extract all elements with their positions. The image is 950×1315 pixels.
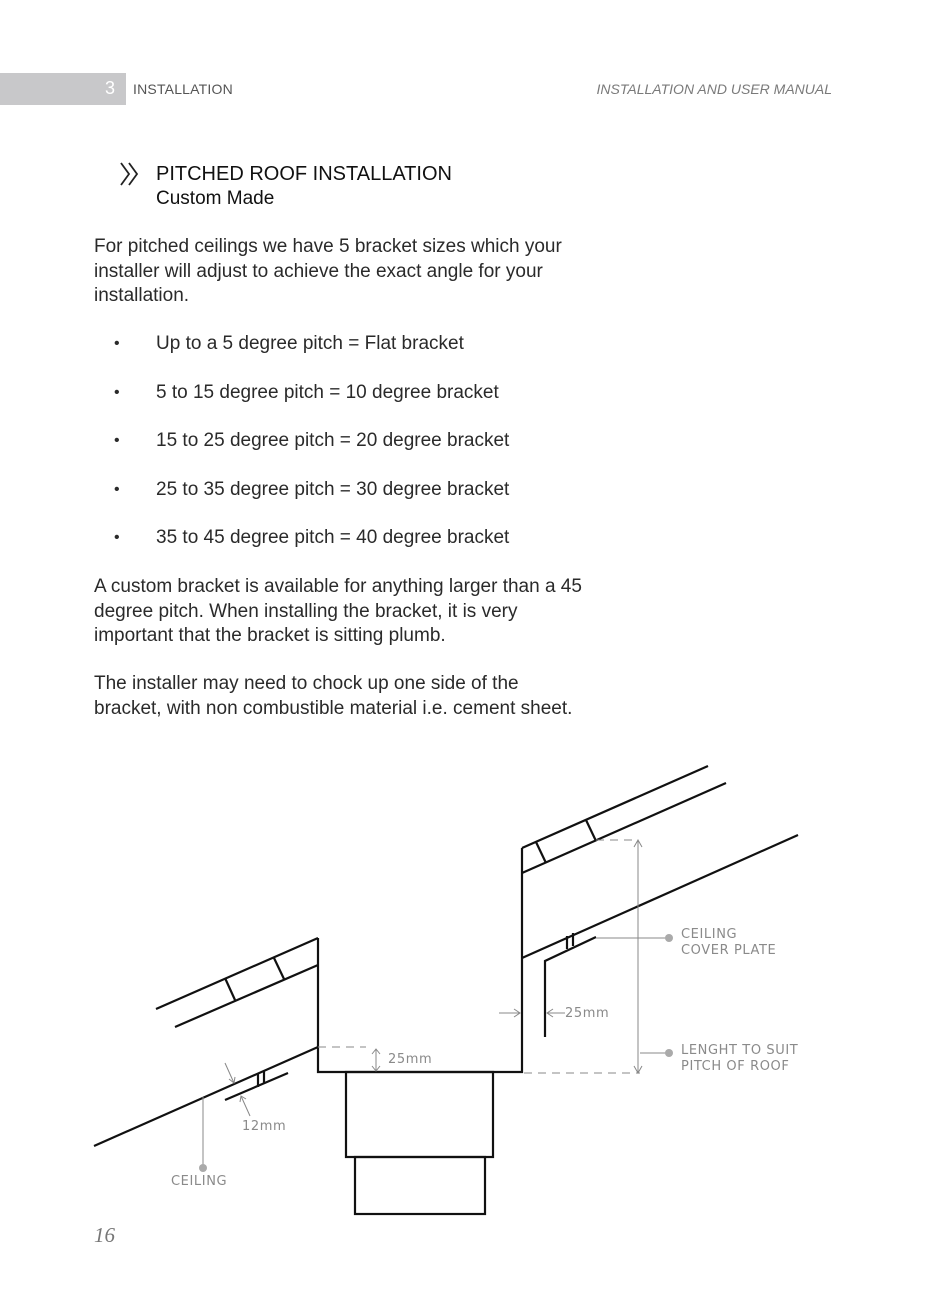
roof-line-upper-right bbox=[522, 766, 708, 848]
label-ceiling: CEILING bbox=[171, 1174, 228, 1189]
label-ceiling-cover-plate-2: COVER PLATE bbox=[681, 943, 777, 958]
roof-line-lower-left bbox=[175, 965, 318, 1027]
list-item-text: 15 to 25 degree pitch = 20 degree bracket bbox=[156, 430, 510, 451]
flue-pipe bbox=[355, 1157, 485, 1214]
double-chevron-right-icon bbox=[118, 160, 142, 188]
list-item-text: 35 to 45 degree pitch = 40 degree bracket bbox=[156, 527, 510, 548]
list-item-text: 5 to 15 degree pitch = 10 degree bracket bbox=[156, 381, 499, 403]
label-gap-side: 25mm bbox=[565, 1006, 610, 1021]
list-item: • 25 to 35 degree pitch = 30 degree bracket bbox=[114, 478, 510, 500]
flue-collar bbox=[346, 1072, 493, 1157]
label-length-1: LENGHT TO SUIT bbox=[681, 1043, 799, 1058]
custom-bracket-paragraph: A custom bracket is available for anything larger than a 45 degree pitch. When installing the bracket, it is very important that the bracket is sitting plumb. bbox=[94, 576, 582, 646]
page-title: PITCHED ROOF INSTALLATION bbox=[156, 163, 452, 185]
callout-dot-length bbox=[665, 1049, 673, 1057]
batten-left-1 bbox=[225, 978, 235, 1000]
list-item-text: 25 to 35 degree pitch = 30 degree bracket bbox=[156, 478, 510, 500]
label-length-2: PITCH OF ROOF bbox=[681, 1059, 790, 1074]
ceiling-line-right bbox=[522, 835, 798, 958]
list-item: • 35 to 45 degree pitch = 40 degree bracket bbox=[114, 527, 510, 548]
list-item: • 5 to 15 degree pitch = 10 degree bracket bbox=[114, 381, 499, 403]
roof-line-lower-right bbox=[522, 783, 726, 873]
flue-box bbox=[318, 848, 522, 1072]
callout-dot-cover-plate bbox=[665, 934, 673, 942]
page-number: 16 bbox=[94, 1223, 115, 1247]
page-subtitle: Custom Made bbox=[156, 188, 275, 209]
chapter-number: 3 bbox=[104, 78, 115, 98]
cover-plate-right bbox=[545, 937, 596, 1037]
list-item-text: Up to a 5 degree pitch = Flat bracket bbox=[156, 333, 464, 354]
roof-line-upper-left bbox=[156, 938, 318, 1009]
batten-right-2 bbox=[586, 820, 596, 841]
list-item: • Up to a 5 degree pitch = Flat bracket bbox=[114, 333, 464, 354]
label-gap-bottom: 25mm bbox=[388, 1052, 433, 1067]
section-title: INSTALLATION bbox=[133, 81, 233, 97]
chock-paragraph: The installer may need to chock up one side of the bracket, with non combustible material i.e. cement sheet. bbox=[94, 673, 573, 719]
callout-dot-ceiling bbox=[199, 1164, 207, 1172]
list-item: • 15 to 25 degree pitch = 20 degree bracket bbox=[114, 430, 510, 451]
bracket-size-list bbox=[94, 332, 509, 575]
batten-left-2 bbox=[274, 958, 284, 979]
label-gap-ceiling: 12mm bbox=[242, 1119, 287, 1134]
batten-right-1 bbox=[536, 842, 546, 863]
cover-plate-left bbox=[225, 1073, 288, 1100]
label-ceiling-cover-plate-1: CEILING bbox=[681, 927, 738, 942]
intro-paragraph: For pitched ceilings we have 5 bracket sizes which your installer will adjust to achieve the exact angle for your installation. bbox=[94, 236, 562, 306]
manual-title: INSTALLATION AND USER MANUAL bbox=[596, 81, 832, 97]
installation-diagram bbox=[0, 740, 950, 1220]
